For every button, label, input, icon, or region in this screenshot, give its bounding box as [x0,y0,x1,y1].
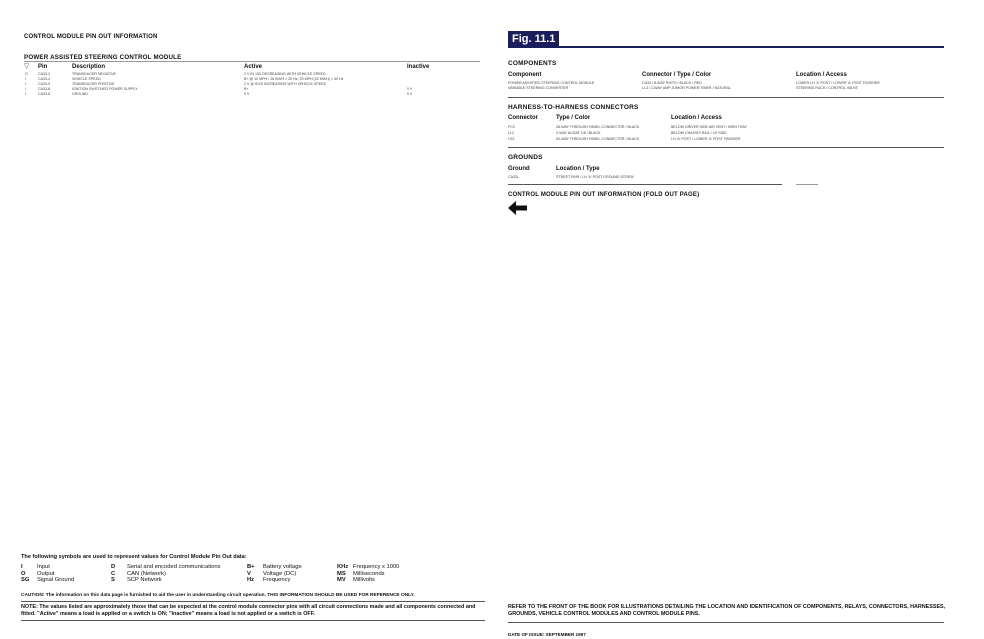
grounds-col-ground: Ground [508,166,530,172]
pin-cell-pin: CA33-8 [38,92,51,96]
component-row-2-location: STEERING RACK / CONTROL VALVE [796,86,858,90]
pin-cell-description: TRANSDUCER POSITIVE [72,82,115,86]
harness-row-2-type: 2-WAY AUGAT 1/8 / BLACK [556,131,601,135]
pin-cell-active: B+ @ 10 MPH / 16 KM/H = 20 Hz; 20 MPH (32 KM/H) = 40 Hz [244,77,344,81]
components-rule [508,97,944,98]
col-description-header: Description [72,64,106,70]
grounds-rule-short [796,184,818,185]
note-text: NOTE: The values listed are approximately those that can be expected at the control module connector pins with all circuit connections made and all components connected and fitted. "Active" means a load is applied or a switch is ON; "Inactive" means a load is not applied or a switch is OFF. [21,604,476,617]
arrow-left-icon[interactable] [508,201,528,215]
symbol-row [21,577,427,584]
harness-row-1-type: 28-WAY THROUGH PANEL CONNECTOR / BLACK [556,125,640,129]
symbol-key: KHz [337,564,349,570]
pin-cell-description: GROUND [72,92,88,96]
pin-cell-io: I [25,87,26,91]
symbol-key: C [111,570,116,577]
symbols-legend [21,564,427,584]
pin-cell-active: B+ [244,87,249,91]
grounds-title: GROUNDS [508,154,543,161]
figure-rule [508,46,944,48]
symbol-value: Output [37,570,55,577]
symbol-value: Battery voltage [263,564,302,570]
pin-table [24,72,484,112]
pin-cell-description: VEHICLE SPEED [72,77,101,81]
symbol-key: B+ [247,564,255,570]
components-col-connector: Connector / Type / Color [642,72,712,78]
symbol-row [21,571,427,578]
harness-row-3-type: 52-WAY THROUGH PANEL CONNECTOR / BLACK [556,137,640,141]
harness-row-2-connector: LL2 [508,131,514,135]
component-row-1-name: POWER ASSISTED STEERING CONTROL MODULE [508,81,595,85]
components-title: COMPONENTS [508,60,557,67]
grounds-row-1-ground: CA32L [508,175,519,179]
harness-col-connector: Connector [508,115,538,121]
components-col-component: Component [508,72,542,78]
pin-cell-pin: CA33-5 [38,82,51,86]
symbol-value: Voltage (DC) [263,570,297,577]
col-pin-header: Pin [38,64,48,70]
symbol-value: Serial and encoded communications [127,564,221,570]
component-row-1-connector: CA33 / 8-WAY RISTS / BLACK / RED [642,81,702,85]
symbol-key: O [21,570,26,577]
harness-row-3-location: LH 'A' POST / LOWER 'A' POST FINISHER [671,137,741,141]
pin-cell-io: I [25,92,26,96]
harness-row-1-connector: FC2 [508,125,515,129]
symbol-key: SG [21,577,30,584]
pin-cell-inactive: 0 V [407,92,413,96]
pin-cell-active: 2 V @ IDLE INCREASING WITH VEHICLE SPEED [244,82,327,86]
symbol-value: Frequency [263,577,291,584]
symbol-key: I [21,564,23,570]
col-active-header: Active [244,64,263,70]
page-title: CONTROL MODULE PIN OUT INFORMATION [24,34,158,40]
pin-cell-description: TRANSDUCER NEGATIVE [72,72,116,76]
pin-cell-io: I [25,82,26,86]
foldout-label: CONTROL MODULE PIN OUT INFORMATION (FOLD OUT PAGE) [508,192,700,198]
symbol-value: CAN (Network) [127,570,166,577]
pin-cell-inactive: 0 V [407,87,413,91]
pin-cell-active: 2 V IN 100 DECREASING WITH VEHICLE SPEED [244,72,326,76]
symbol-key: MV [337,577,346,584]
symbol-value: Input [37,564,50,570]
note-rule [21,620,485,621]
pin-cell-active: 0 V [244,92,250,96]
pin-cell-description: IGNITION SWITCHED POWER SUPPLY [72,87,138,91]
issue-date: DATE OF ISSUE: SEPTEMBER 1997 [508,632,586,637]
pin-cell-io: I [25,77,26,81]
refer-text: REFER TO THE FRONT OF THE BOOK FOR ILLUSTRATIONS DETAILING THE LOCATION AND IDENTIFICATION OF COMPONENTS, RELAYS, CONNECTORS, HARNESSES, GROUNDS, VEHICLE CONTROL MODULES AND CONTROL MODULE PINS. [508,604,946,617]
symbol-value: SCP Network [127,577,162,584]
refer-rule [508,622,944,623]
symbol-key: S [111,577,115,584]
component-row-1-location: LOWER LH 'A' POST / LOWER 'A' POST FINISHER [796,81,880,85]
pin-cell-io: O [25,72,28,76]
components-col-location: Location / Access [796,72,847,78]
symbol-key: MS [337,570,346,577]
col-inactive-header: Inactive [407,64,430,70]
harness-row-1-location: BELOW DRIVER SIDE AIR VENT / BRIN TRAY [671,125,748,129]
pin-cell-pin: CA33-6 [38,87,51,91]
symbol-key: Hz [247,577,255,584]
symbol-value: Signal Ground [37,577,75,584]
symbol-row [21,564,427,571]
symbol-key: V [247,570,251,577]
harness-rule [508,147,944,148]
harness-col-type: Type / Color [556,115,591,121]
caution-rule [21,601,485,602]
grounds-rule [508,184,782,185]
pin-cell-pin: CA33-4 [38,77,51,81]
harness-col-location: Location / Access [671,115,722,121]
symbol-value: Frequency x 1000 [353,564,400,570]
symbols-intro: The following symbols are used to represent values for Control Module Pin Out data: [21,554,247,560]
connector-symbol-icon: ▽ [24,63,30,70]
grounds-row-1-location: STREET PAIR / LH 'A' POST GROUND SCREW [556,175,634,179]
module-title-rule [24,61,480,62]
harness-title: HARNESS-TO-HARNESS CONNECTORS [508,104,639,111]
symbol-value: Milliseconds [353,570,385,577]
figure-label: Fig. 11.1 [508,31,559,47]
component-row-2-name: VARIABLE STEERING CONVERTER [508,86,569,90]
grounds-col-location: Location / Type [556,166,600,172]
caution-text: CAUTION: The information on this data page is furnished to aid the user in understanding circuit operation. THIS INFORMATION SHOULD BE USED FOR REFERENCE ONLY. [21,593,415,598]
harness-row-2-location: BELOW CHASSIS RAIL / LH SIDE [671,131,727,135]
symbol-value: Millivolts [353,577,375,584]
harness-row-3-connector: LS3 [508,137,515,141]
module-title: POWER ASSISTED STEERING CONTROL MODULE [24,54,182,61]
symbol-key: D [111,564,116,570]
pin-cell-pin: CA33-2 [38,72,51,76]
component-row-2-connector: LL3 / 2-WAY AMP JUNIOR POWER TIMER / NATURAL [642,86,731,90]
